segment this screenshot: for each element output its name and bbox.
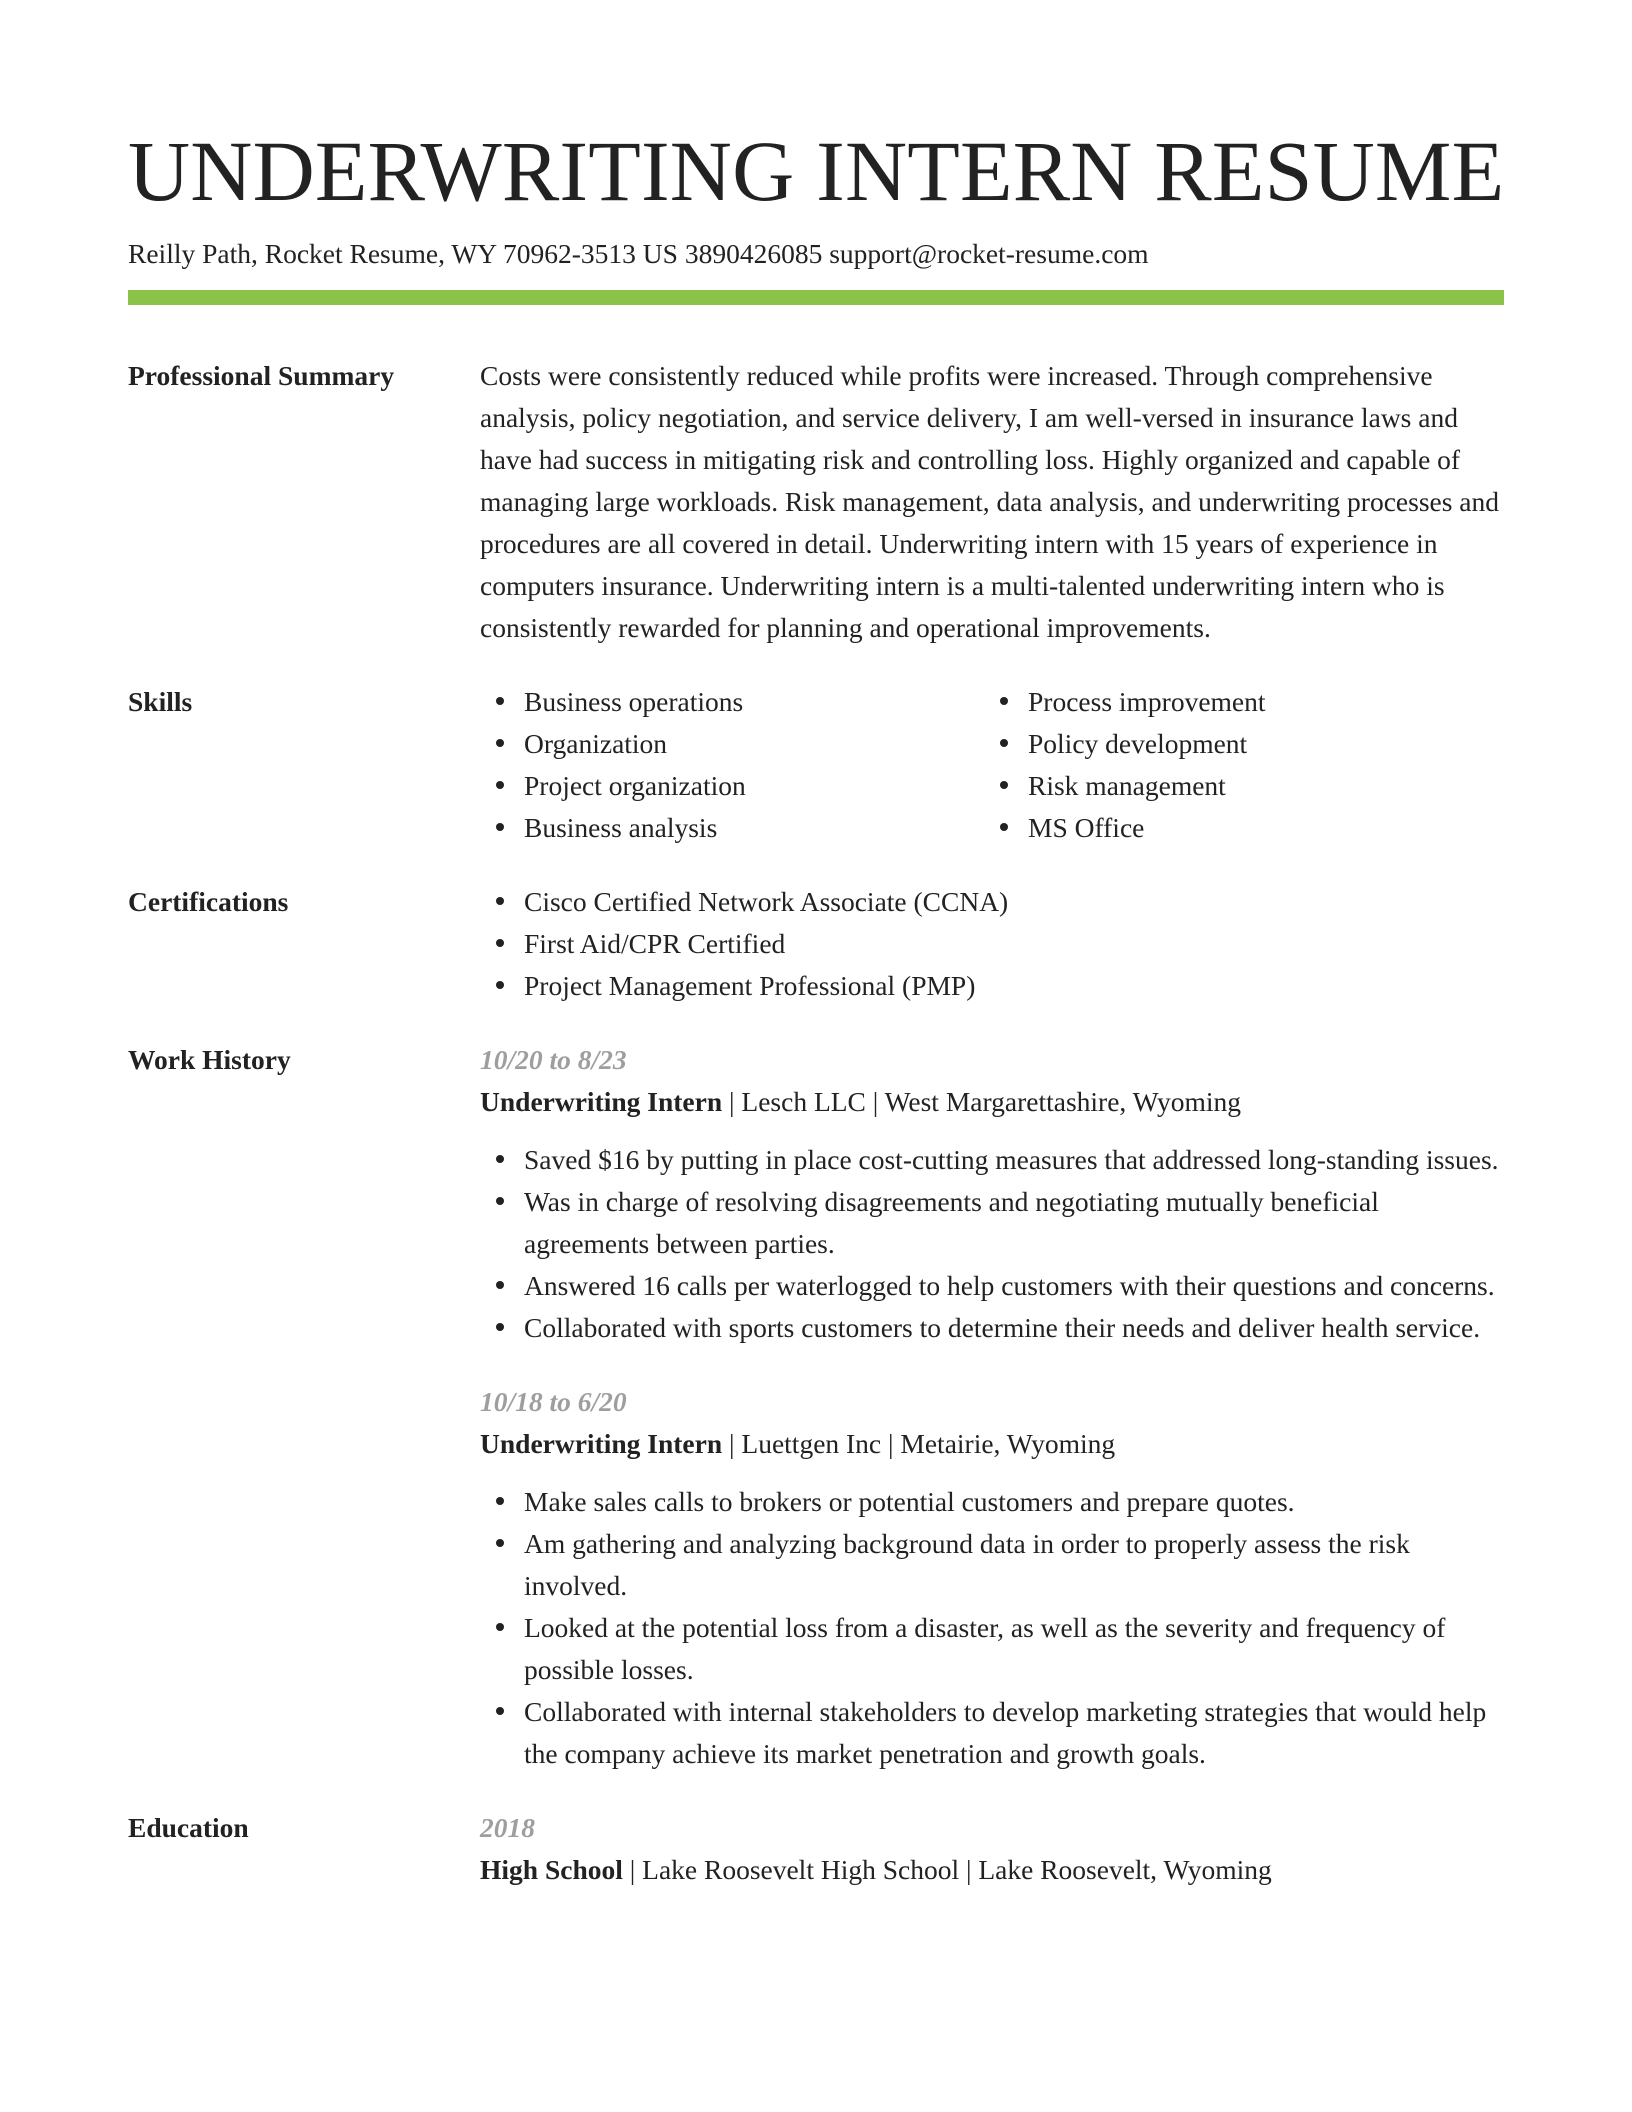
contact-line: Reilly Path, Rocket Resume, WY 70962-3513 US 3890426085 support@rocket-resume.com — [128, 238, 1149, 269]
certification-item — [480, 923, 1504, 965]
bullet-dot — [1000, 739, 1008, 747]
education-year: 2018 — [480, 1812, 535, 1843]
job-bullet — [480, 1481, 1504, 1523]
skill-item — [984, 765, 1266, 807]
skill-item — [480, 807, 984, 849]
resume-page — [128, 0, 1504, 1891]
job-title-line — [480, 1081, 1504, 1123]
education-line — [480, 1849, 1504, 1891]
section-heading-education: Education — [128, 1812, 249, 1843]
job-entry — [480, 1039, 1504, 1349]
section-heading-skills: Skills — [128, 686, 193, 717]
bullet-dot — [1000, 823, 1008, 831]
summary-text: Costs were consistently reduced while profits were increased. Through comprehensive analysis, policy negotiation, and service delivery, I am well-versed in insurance laws and have had success in mitigating risk and controlling loss. Highly organized and capable of managing large workloads. Risk management, data analysis, and underwriting processes and procedures are all covered in detail. Underwriting intern with 15 years of experience in computers insurance. Underwriting intern is a multi-talented underwriting intern who is consistently rewarded for planning and operational improvements. — [480, 360, 1500, 643]
job-bullet — [480, 1265, 1504, 1307]
skill-item — [984, 723, 1266, 765]
skills-column-2 — [984, 681, 1266, 849]
skill-item — [984, 681, 1266, 723]
job-details: | Lesch LLC | West Margarettashire, Wyoming — [722, 1086, 1241, 1117]
bullet-dot — [496, 823, 504, 831]
bullet-dot — [496, 1323, 504, 1331]
education-section — [128, 1807, 1504, 1891]
bullet-dot — [496, 781, 504, 789]
job-bullet — [480, 1139, 1504, 1181]
skill-item — [984, 807, 1266, 849]
bullet-dot — [496, 1539, 504, 1547]
skill-text: Risk management — [1028, 770, 1226, 801]
job-bullet — [480, 1523, 1504, 1607]
job-role: Underwriting Intern — [480, 1428, 723, 1459]
job-bullet — [480, 1691, 1504, 1775]
bullet-dot — [1000, 697, 1008, 705]
job-bullet — [480, 1181, 1504, 1265]
bullet-dot — [496, 1497, 504, 1505]
bullet-dot — [496, 1155, 504, 1163]
bullet-dot — [496, 1197, 504, 1205]
certification-item — [480, 881, 1504, 923]
resume-title: UNDERWRITING INTERN RESUME — [128, 123, 1505, 219]
job-title-line — [480, 1423, 1504, 1465]
section-heading-certifications: Certifications — [128, 886, 289, 917]
job-bullet-text: Looked at the potential loss from a disaster, as well as the severity and frequency of possible losses. — [524, 1612, 1446, 1685]
job-bullet-text: Collaborated with sports customers to determine their needs and deliver health service. — [524, 1312, 1481, 1343]
bullet-dot — [496, 1623, 504, 1631]
job-bullet-text: Am gathering and analyzing background data in order to properly assess the risk involved. — [524, 1528, 1410, 1601]
job-bullet-text: Answered 16 calls per waterlogged to help customers with their questions and concerns. — [524, 1270, 1495, 1301]
education-degree: High School — [480, 1854, 623, 1885]
bullet-dot — [496, 1281, 504, 1289]
job-bullet-text: Saved $16 by putting in place cost-cutting measures that addressed long-standing issues. — [524, 1144, 1499, 1175]
section-heading-work-history: Work History — [128, 1044, 291, 1075]
job-dates: 10/20 to 8/23 — [480, 1044, 627, 1075]
skill-item — [480, 681, 984, 723]
job-bullet — [480, 1307, 1504, 1349]
job-bullet-text: Collaborated with internal stakeholders to develop marketing strategies that would help the company achieve its market penetration and growth goals. — [524, 1696, 1487, 1769]
certification-text: Cisco Certified Network Associate (CCNA) — [524, 886, 1009, 917]
education-details: | Lake Roosevelt High School | Lake Roosevelt, Wyoming — [622, 1854, 1272, 1885]
skill-text: Business analysis — [524, 812, 718, 843]
skill-text: Process improvement — [1028, 686, 1266, 717]
skills-column-1 — [480, 681, 984, 849]
job-role: Underwriting Intern — [480, 1086, 723, 1117]
job-bullet-text: Make sales calls to brokers or potential customers and prepare quotes. — [524, 1486, 1295, 1517]
work-history-section — [128, 1039, 1504, 1775]
summary-section — [128, 355, 1504, 649]
skill-text: Policy development — [1028, 728, 1248, 759]
skill-text: Organization — [524, 728, 668, 759]
bullet-dot — [496, 697, 504, 705]
job-bullets — [480, 1139, 1504, 1349]
bullet-dot — [496, 1707, 504, 1715]
certification-item — [480, 965, 1504, 1007]
skills-section — [128, 681, 1504, 849]
job-entry — [480, 1381, 1504, 1775]
skill-text: MS Office — [1028, 812, 1145, 843]
job-bullet-text: Was in charge of resolving disagreements and negotiating mutually beneficial agreements between parties. — [524, 1186, 1379, 1259]
bullet-dot — [496, 981, 504, 989]
skill-text: Project organization — [524, 770, 746, 801]
certifications-list — [480, 881, 1504, 1007]
job-bullets — [480, 1481, 1504, 1775]
header-divider — [128, 290, 1504, 305]
certification-text: First Aid/CPR Certified — [524, 928, 786, 959]
bullet-dot — [496, 897, 504, 905]
bullet-dot — [1000, 781, 1008, 789]
skill-text: Business operations — [524, 686, 744, 717]
section-heading-summary: Professional Summary — [128, 360, 395, 391]
job-bullet — [480, 1607, 1504, 1691]
skill-item — [480, 765, 984, 807]
certifications-section — [128, 881, 1504, 1007]
bullet-dot — [496, 739, 504, 747]
job-dates: 10/18 to 6/20 — [480, 1386, 627, 1417]
certification-text: Project Management Professional (PMP) — [524, 970, 976, 1001]
skill-item — [480, 723, 984, 765]
job-details: | Luettgen Inc | Metairie, Wyoming — [722, 1428, 1116, 1459]
bullet-dot — [496, 939, 504, 947]
